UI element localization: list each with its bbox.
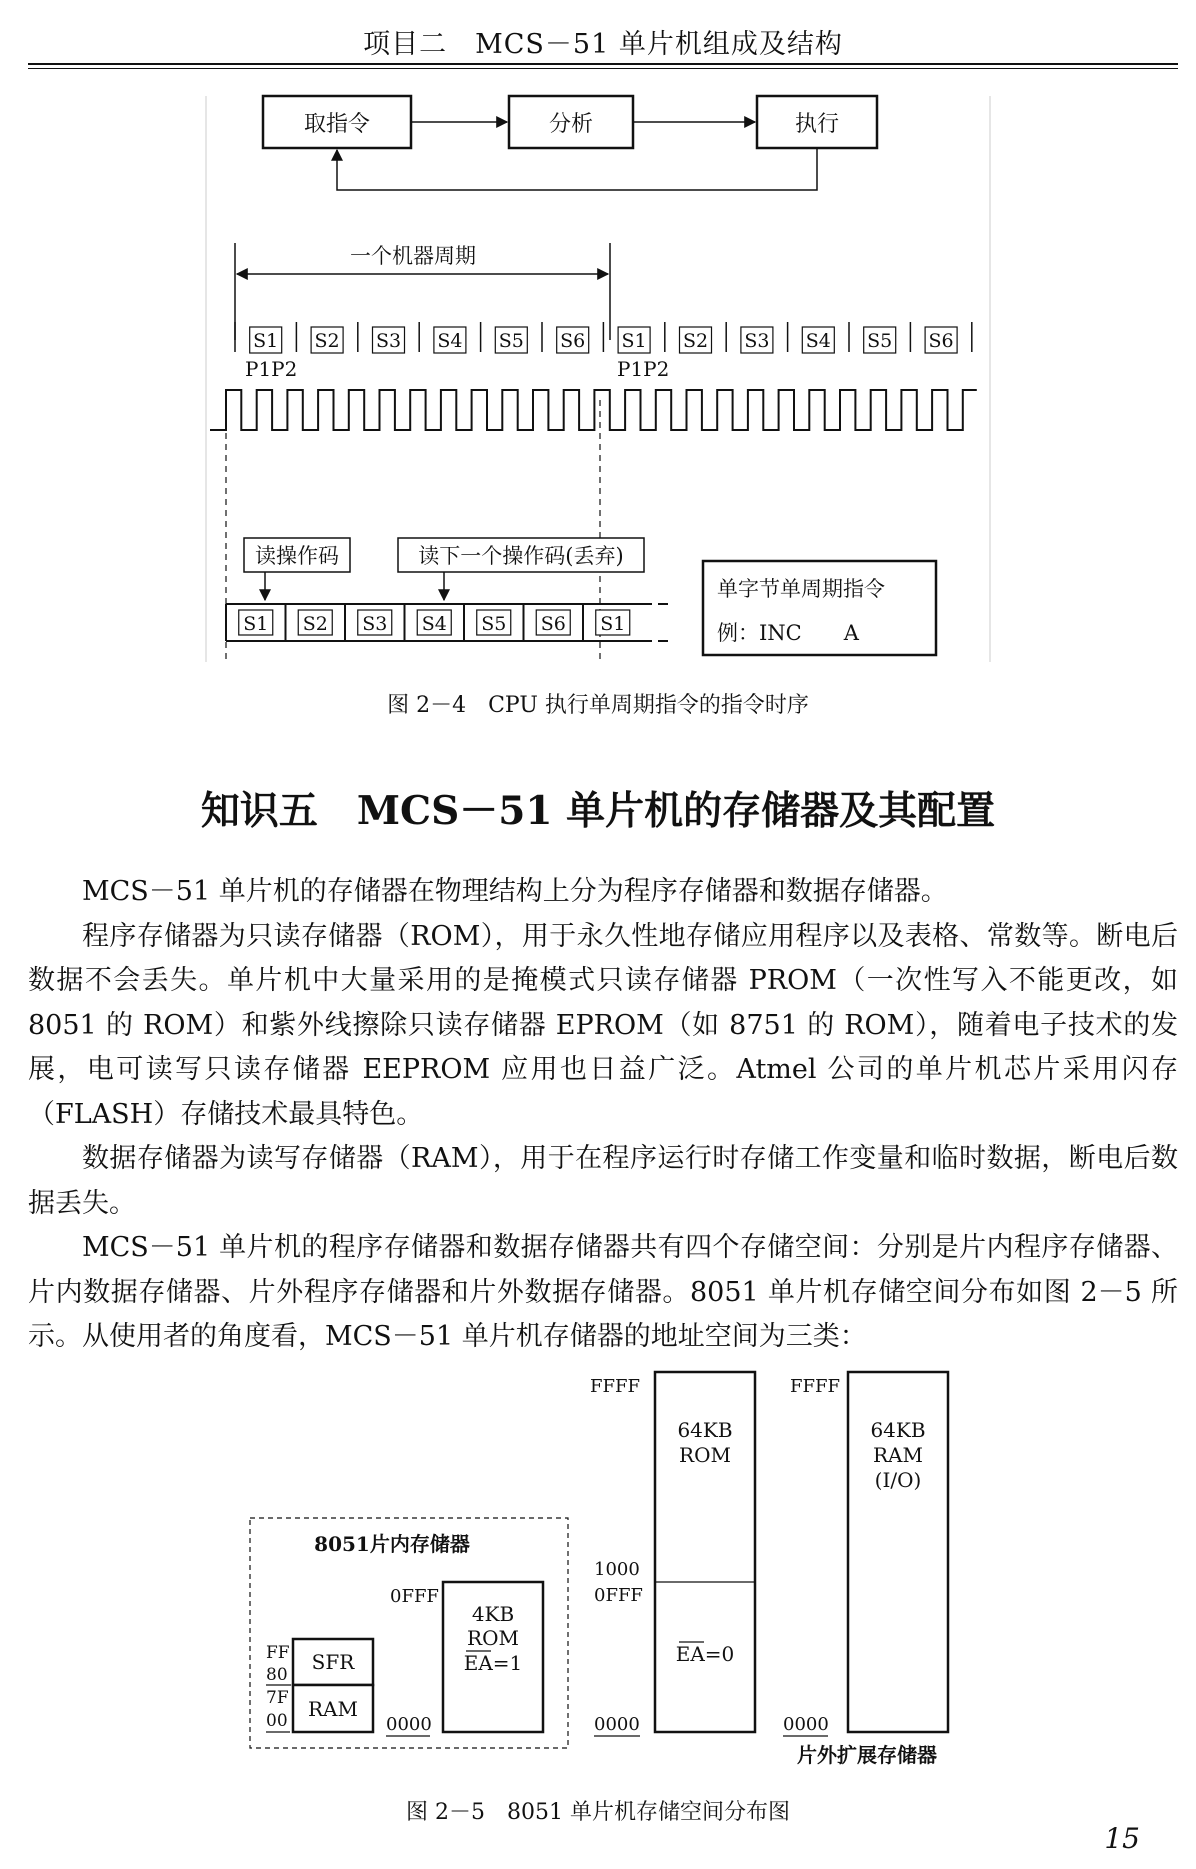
- addr-0000-ram: 0000: [783, 1714, 829, 1735]
- fetch-label: 取指令: [303, 112, 371, 137]
- state-label: S3: [375, 330, 402, 352]
- bottom-state-label: S4: [421, 613, 447, 635]
- addr-80: 80: [266, 1665, 288, 1685]
- sfr-label: SFR: [311, 1650, 355, 1674]
- state-label: S5: [498, 330, 524, 352]
- addr-0fff-external: 0FFF: [594, 1585, 643, 1606]
- addr-00: 00: [266, 1711, 288, 1731]
- state-label: S3: [744, 330, 770, 352]
- state-label: S1: [621, 330, 647, 352]
- instruction-flow: [263, 96, 877, 190]
- bottom-state-label: S1: [243, 613, 269, 635]
- figure-2-5-caption: 图 2－5 8051 单片机存储空间分布图: [406, 1800, 790, 1825]
- external-ram-label: RAM: [873, 1443, 923, 1467]
- addr-0000-external: 0000: [594, 1714, 640, 1735]
- bottom-state-label: S5: [481, 613, 507, 635]
- running-header: 项目二 MCS－51 单片机组成及结构: [363, 29, 843, 60]
- read-next-label: 读下一个操作码(丢弃): [418, 544, 624, 568]
- execute-label: 执行: [794, 112, 840, 137]
- info-title: 单字节单周期指令: [717, 577, 885, 601]
- bottom-state-label: S1: [600, 613, 626, 635]
- state-row: [235, 322, 972, 353]
- figure-2-5: [0, 1360, 1196, 1790]
- internal-rom-label: ROM: [467, 1626, 519, 1650]
- body-text: [28, 870, 1178, 1360]
- addr-1000: 1000: [594, 1559, 640, 1580]
- section-heading: 知识五 MCS－51 单片机的存储器及其配置: [200, 788, 996, 834]
- addr-7f: 7F: [266, 1688, 289, 1708]
- state-label: S6: [560, 330, 586, 352]
- bottom-state-row: [226, 604, 630, 641]
- internal-memory-label: 8051片内存储器: [314, 1532, 470, 1556]
- figure-2-4-caption: 图 2－4 CPU 执行单周期指令的指令时序: [387, 693, 809, 718]
- state-label: S4: [805, 330, 831, 352]
- page-number: 15: [1104, 1822, 1140, 1855]
- phase-label: P1P2: [245, 357, 298, 381]
- loop-arrow: [337, 148, 817, 190]
- read-opcode-label: 读操作码: [255, 544, 339, 568]
- internal-rom-size: 4KB: [471, 1602, 515, 1626]
- external-rom-ea: EA=0: [675, 1642, 735, 1666]
- ram-label: RAM: [308, 1697, 358, 1721]
- bottom-state-label: S2: [302, 613, 328, 635]
- external-rom-label: ROM: [679, 1443, 731, 1467]
- external-memory-label: 片外扩展存储器: [797, 1743, 937, 1767]
- external-ram-io: (I/O): [874, 1468, 922, 1492]
- state-label: S6: [928, 330, 954, 352]
- state-label: S5: [867, 330, 893, 352]
- addr-ffff-ram: FFFF: [790, 1376, 840, 1397]
- bottom-state-label: S6: [540, 613, 566, 635]
- addr-0fff-internal: 0FFF: [390, 1586, 439, 1607]
- state-label: S2: [314, 330, 340, 352]
- info-example: 例：INC A: [717, 621, 859, 645]
- state-label: S2: [682, 330, 709, 352]
- paragraph: 数据存储器为读写存储器（RAM），用于在程序运行时存储工作变量和临时数据，断电后数据丢失。: [28, 1143, 1178, 1219]
- phase-label: P1P2: [617, 357, 670, 381]
- addr-ff: FF: [266, 1643, 290, 1663]
- internal-rom-ea: EA=1: [463, 1651, 523, 1675]
- paragraph: MCS－51 单片机的程序存储器和数据存储器共有四个存储空间：分别是片内程序存储器、片内数据存储器、片外程序存储器和片外数据存储器。8051 单片机存储空间分布如图 2－5 所示。从使用者的角度看，MCS－51 单片机存储器的地址空间为三类：: [28, 1232, 1178, 1352]
- state-label: S4: [437, 330, 463, 352]
- bottom-state-label: S3: [362, 613, 388, 635]
- external-ram-size: 64KB: [870, 1418, 926, 1442]
- external-rom-size: 64KB: [677, 1418, 733, 1442]
- addr-0000-internal: 0000: [386, 1714, 432, 1735]
- machine-cycle-label: 一个机器周期: [350, 244, 476, 268]
- paragraph: MCS－51 单片机的存储器在物理结构上分为程序存储器和数据存储器。: [82, 876, 948, 907]
- paragraph: 程序存储器为只读存储器（ROM），用于永久性地存储应用程序以及表格、常数等。断电后数据不会丢失。单片机中大量采用的是掩模式只读存储器 PROM（一次性写入不能更改，如 8051 的 ROM）和紫外线擦除只读存储器 EPROM（如 8751 的 ROM），随着电子技术的发展，电可读写只读存储器 EEPROM 应用也日益广泛。Atmel 公司的单片机芯片采用闪存（FLASH）存储技术最具特色。: [28, 920, 1178, 1130]
- clock-waveform: [210, 390, 977, 430]
- addr-ffff-rom: FFFF: [590, 1376, 640, 1397]
- state-label: S1: [253, 330, 279, 352]
- analyze-label: 分析: [548, 112, 594, 137]
- figure-2-4: [0, 0, 1196, 690]
